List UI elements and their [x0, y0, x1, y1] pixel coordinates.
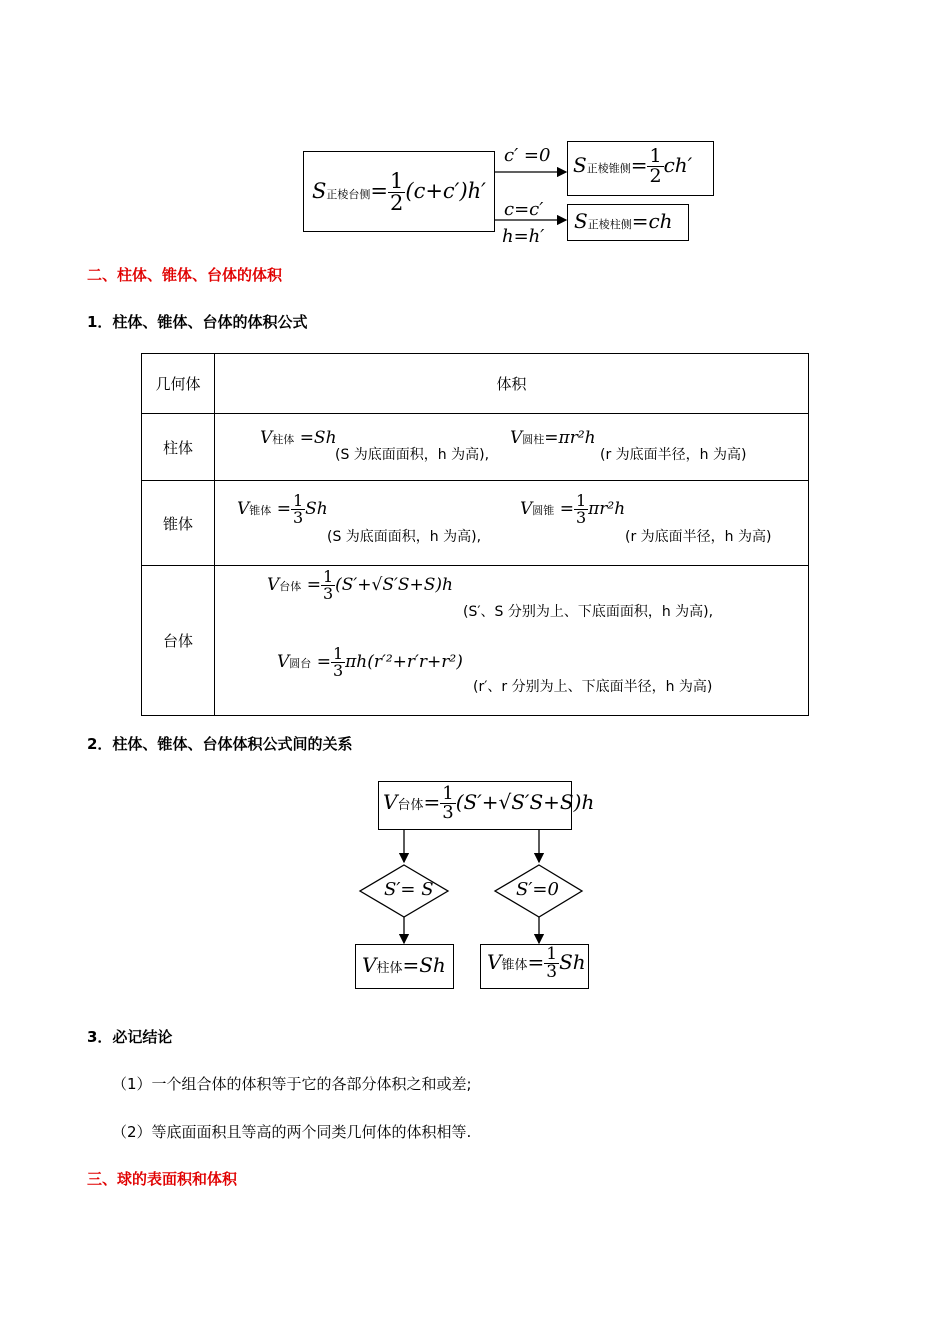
row-name: 台体	[142, 566, 215, 716]
cone-volume-formula: V圆锥 = $\frac{1}{3}$ πr²h	[520, 491, 626, 527]
flow-pyramid-box: V锥体= $\frac{1}{3}$ Sh	[480, 944, 589, 989]
prism-rest: =ch	[631, 209, 673, 233]
header-solid: 几何体	[142, 354, 215, 414]
frustum-cone-volume-formula: V圆台 = $\frac{1}{3}$ πh(r′²+r′r+r²)	[277, 644, 463, 680]
prism-lateral-box	[567, 204, 689, 241]
pyramid-volume-formula: V锥体 = $\frac{1}{3}$ Sh	[237, 491, 328, 527]
frustum-num: 1	[390, 169, 404, 193]
frustum-S: S	[312, 179, 327, 203]
arrow-bottom-label-2: h=h′	[502, 226, 545, 247]
pyramid-eq: =	[630, 153, 648, 177]
cone-volume-note: (r 为底面半径，h 为高)	[625, 529, 772, 545]
condition-right-label: S′=0	[516, 879, 559, 900]
table-header-row	[142, 354, 809, 414]
frustum-volume-formula: V台体 = $\frac{1}{3}$ (S′+√S′S+S)h	[267, 567, 453, 603]
prism-volume-formula: V柱体 =Sh	[260, 428, 337, 448]
frustum-lateral-box	[303, 151, 495, 232]
pyramid-lateral-box	[567, 141, 714, 196]
arrow-bottom-label-1: c=c′	[504, 199, 544, 220]
section2-title: 二、柱体、锥体、台体的体积	[87, 266, 283, 284]
sub2-title: 2．柱体、锥体、台体体积公式间的关系	[87, 735, 353, 753]
frustum-volume-note: (S′、S 分别为上、下底面面积，h 为高),	[463, 604, 714, 620]
pyramid-den: 2	[649, 165, 662, 187]
header-volume: 体积	[215, 354, 809, 414]
table-row-pyramid	[142, 481, 809, 566]
flow-frustum-box: V台体= $\frac{1}{3}$ (S′+√S′S+S)h	[378, 781, 572, 830]
pyramid-rest: ch′	[663, 153, 693, 177]
frustum-eq: =	[370, 179, 388, 203]
cylinder-volume-formula: V圆柱=πr²h	[510, 428, 596, 448]
pyramid-num: 1	[649, 145, 662, 167]
frustum-den: 2	[390, 191, 404, 215]
sub3-title: 3．必记结论	[87, 1028, 173, 1046]
prism-S: S	[574, 209, 588, 233]
frustum-sub: 正棱台侧	[326, 188, 371, 201]
arrow-top-label: c′ =0	[504, 145, 551, 166]
prism-volume-note: (S 为底面面积，h 为高),	[335, 447, 490, 463]
prism-sub: 正棱柱侧	[587, 218, 632, 231]
row-name: 柱体	[142, 414, 215, 481]
frustum-cone-volume-note: (r′、r 分别为上、下底面半径，h 为高)	[473, 679, 713, 695]
volume-formula-table	[141, 353, 809, 716]
row-name: 锥体	[142, 481, 215, 566]
pyramid-volume-note: (S 为底面面积，h 为高),	[327, 529, 482, 545]
conclusion-1: （1）一个组合体的体积等于它的各部分体积之和或差;	[112, 1075, 472, 1093]
pyramid-S: S	[573, 153, 587, 177]
section3-title: 三、球的表面积和体积	[87, 1170, 238, 1188]
pyramid-sub: 正棱锥侧	[586, 162, 631, 175]
condition-left-label: S′= S	[384, 879, 434, 900]
flow-prism-box: V柱体=Sh	[355, 944, 454, 989]
conclusion-2: （2）等底面面积且等高的两个同类几何体的体积相等.	[112, 1123, 472, 1141]
frustum-rest: (c+c′)h′	[405, 179, 486, 203]
table-row-frustum	[142, 566, 809, 716]
cylinder-volume-note: (r 为底面半径，h 为高)	[600, 447, 747, 463]
table-row-prism	[142, 414, 809, 481]
sub1-title: 1．柱体、锥体、台体的体积公式	[87, 313, 308, 331]
